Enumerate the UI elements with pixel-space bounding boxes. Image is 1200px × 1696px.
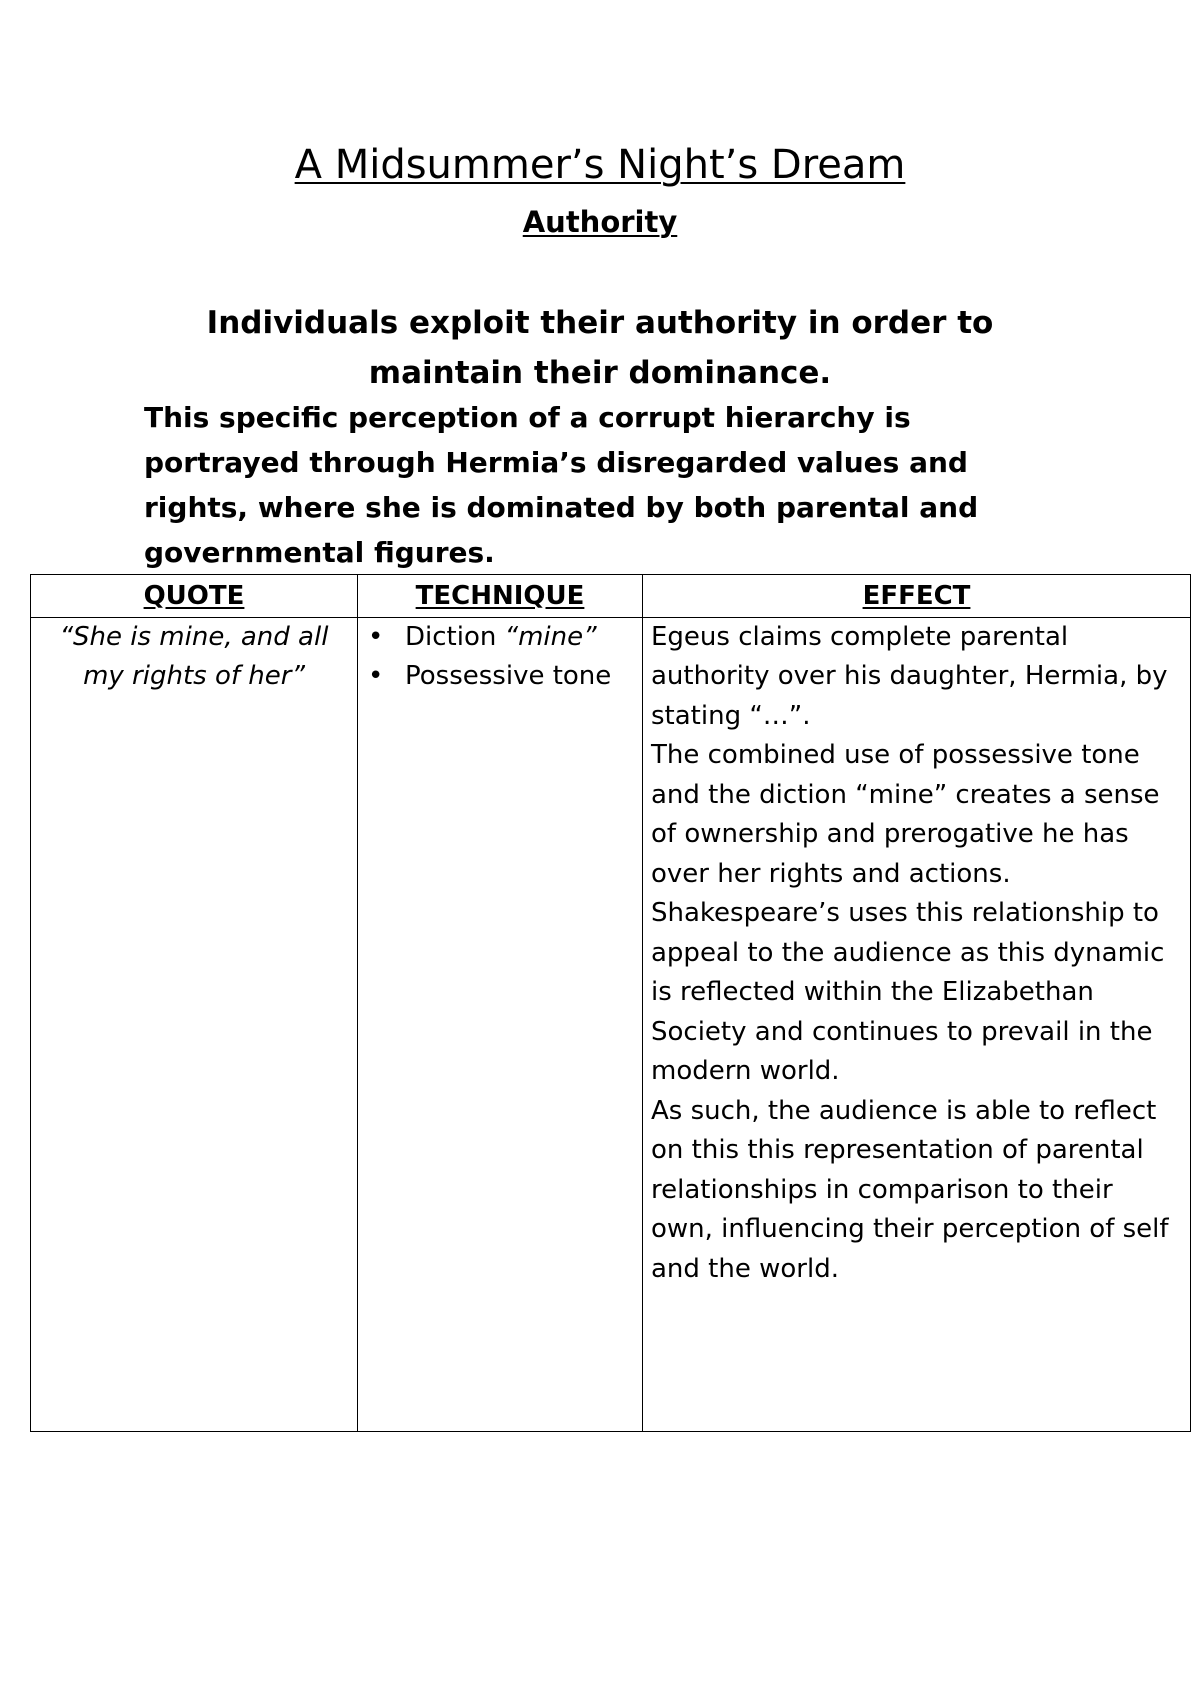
quote-text: “She is mine, and all my rights of her” <box>59 621 329 691</box>
technique-list <box>366 618 634 697</box>
list-item <box>366 657 634 697</box>
quote-cell <box>31 617 358 1432</box>
header-technique: TECHNIQUE <box>358 575 643 618</box>
effect-paragraph: Egeus claims complete parental authority over his daughter, Hermia, by stating “…”. <box>651 621 1168 731</box>
table-header-row <box>31 575 1191 618</box>
effect-paragraph: Shakespeare’s uses this relationship to appeal to the audience as this dynamic is reflected within the Elizabethan Society and continues to prevail in the modern world. <box>651 898 1165 1086</box>
list-item <box>366 618 634 658</box>
header-quote: QUOTE <box>31 575 358 618</box>
document-title: A Midsummer’s Night’s Dream <box>294 142 906 188</box>
technique-emphasis: “mine” <box>504 621 597 652</box>
header-effect: EFFECT <box>643 575 1191 618</box>
thesis-elaboration: This specific perception of a corrupt hierarchy is portrayed through Hermia’s disregarded values and rights, where she is dominated by both parental and governmental figures. <box>144 401 979 569</box>
thesis-statement: Individuals exploit their authority in order to maintain their dominance. <box>206 305 994 391</box>
technique-label: Possessive tone <box>405 661 612 691</box>
effect-paragraph: As such, the audience is able to reflect on this this representation of parental relationships in comparison to their own, influencing their perception of self and the world. <box>651 1095 1169 1284</box>
technique-cell <box>358 617 643 1432</box>
effect-paragraph: The combined use of possessive tone and the diction “mine” creates a sense of ownership and prerogative he has over her rights and actions. <box>651 740 1160 889</box>
document-subtitle: Authority <box>522 205 678 239</box>
bullet-icon: • <box>368 621 384 652</box>
bullet-icon: • <box>368 661 384 691</box>
technique-label: Diction <box>405 621 505 652</box>
analysis-table <box>30 574 1191 1432</box>
table-row <box>31 617 1191 1432</box>
effect-cell <box>643 617 1191 1432</box>
